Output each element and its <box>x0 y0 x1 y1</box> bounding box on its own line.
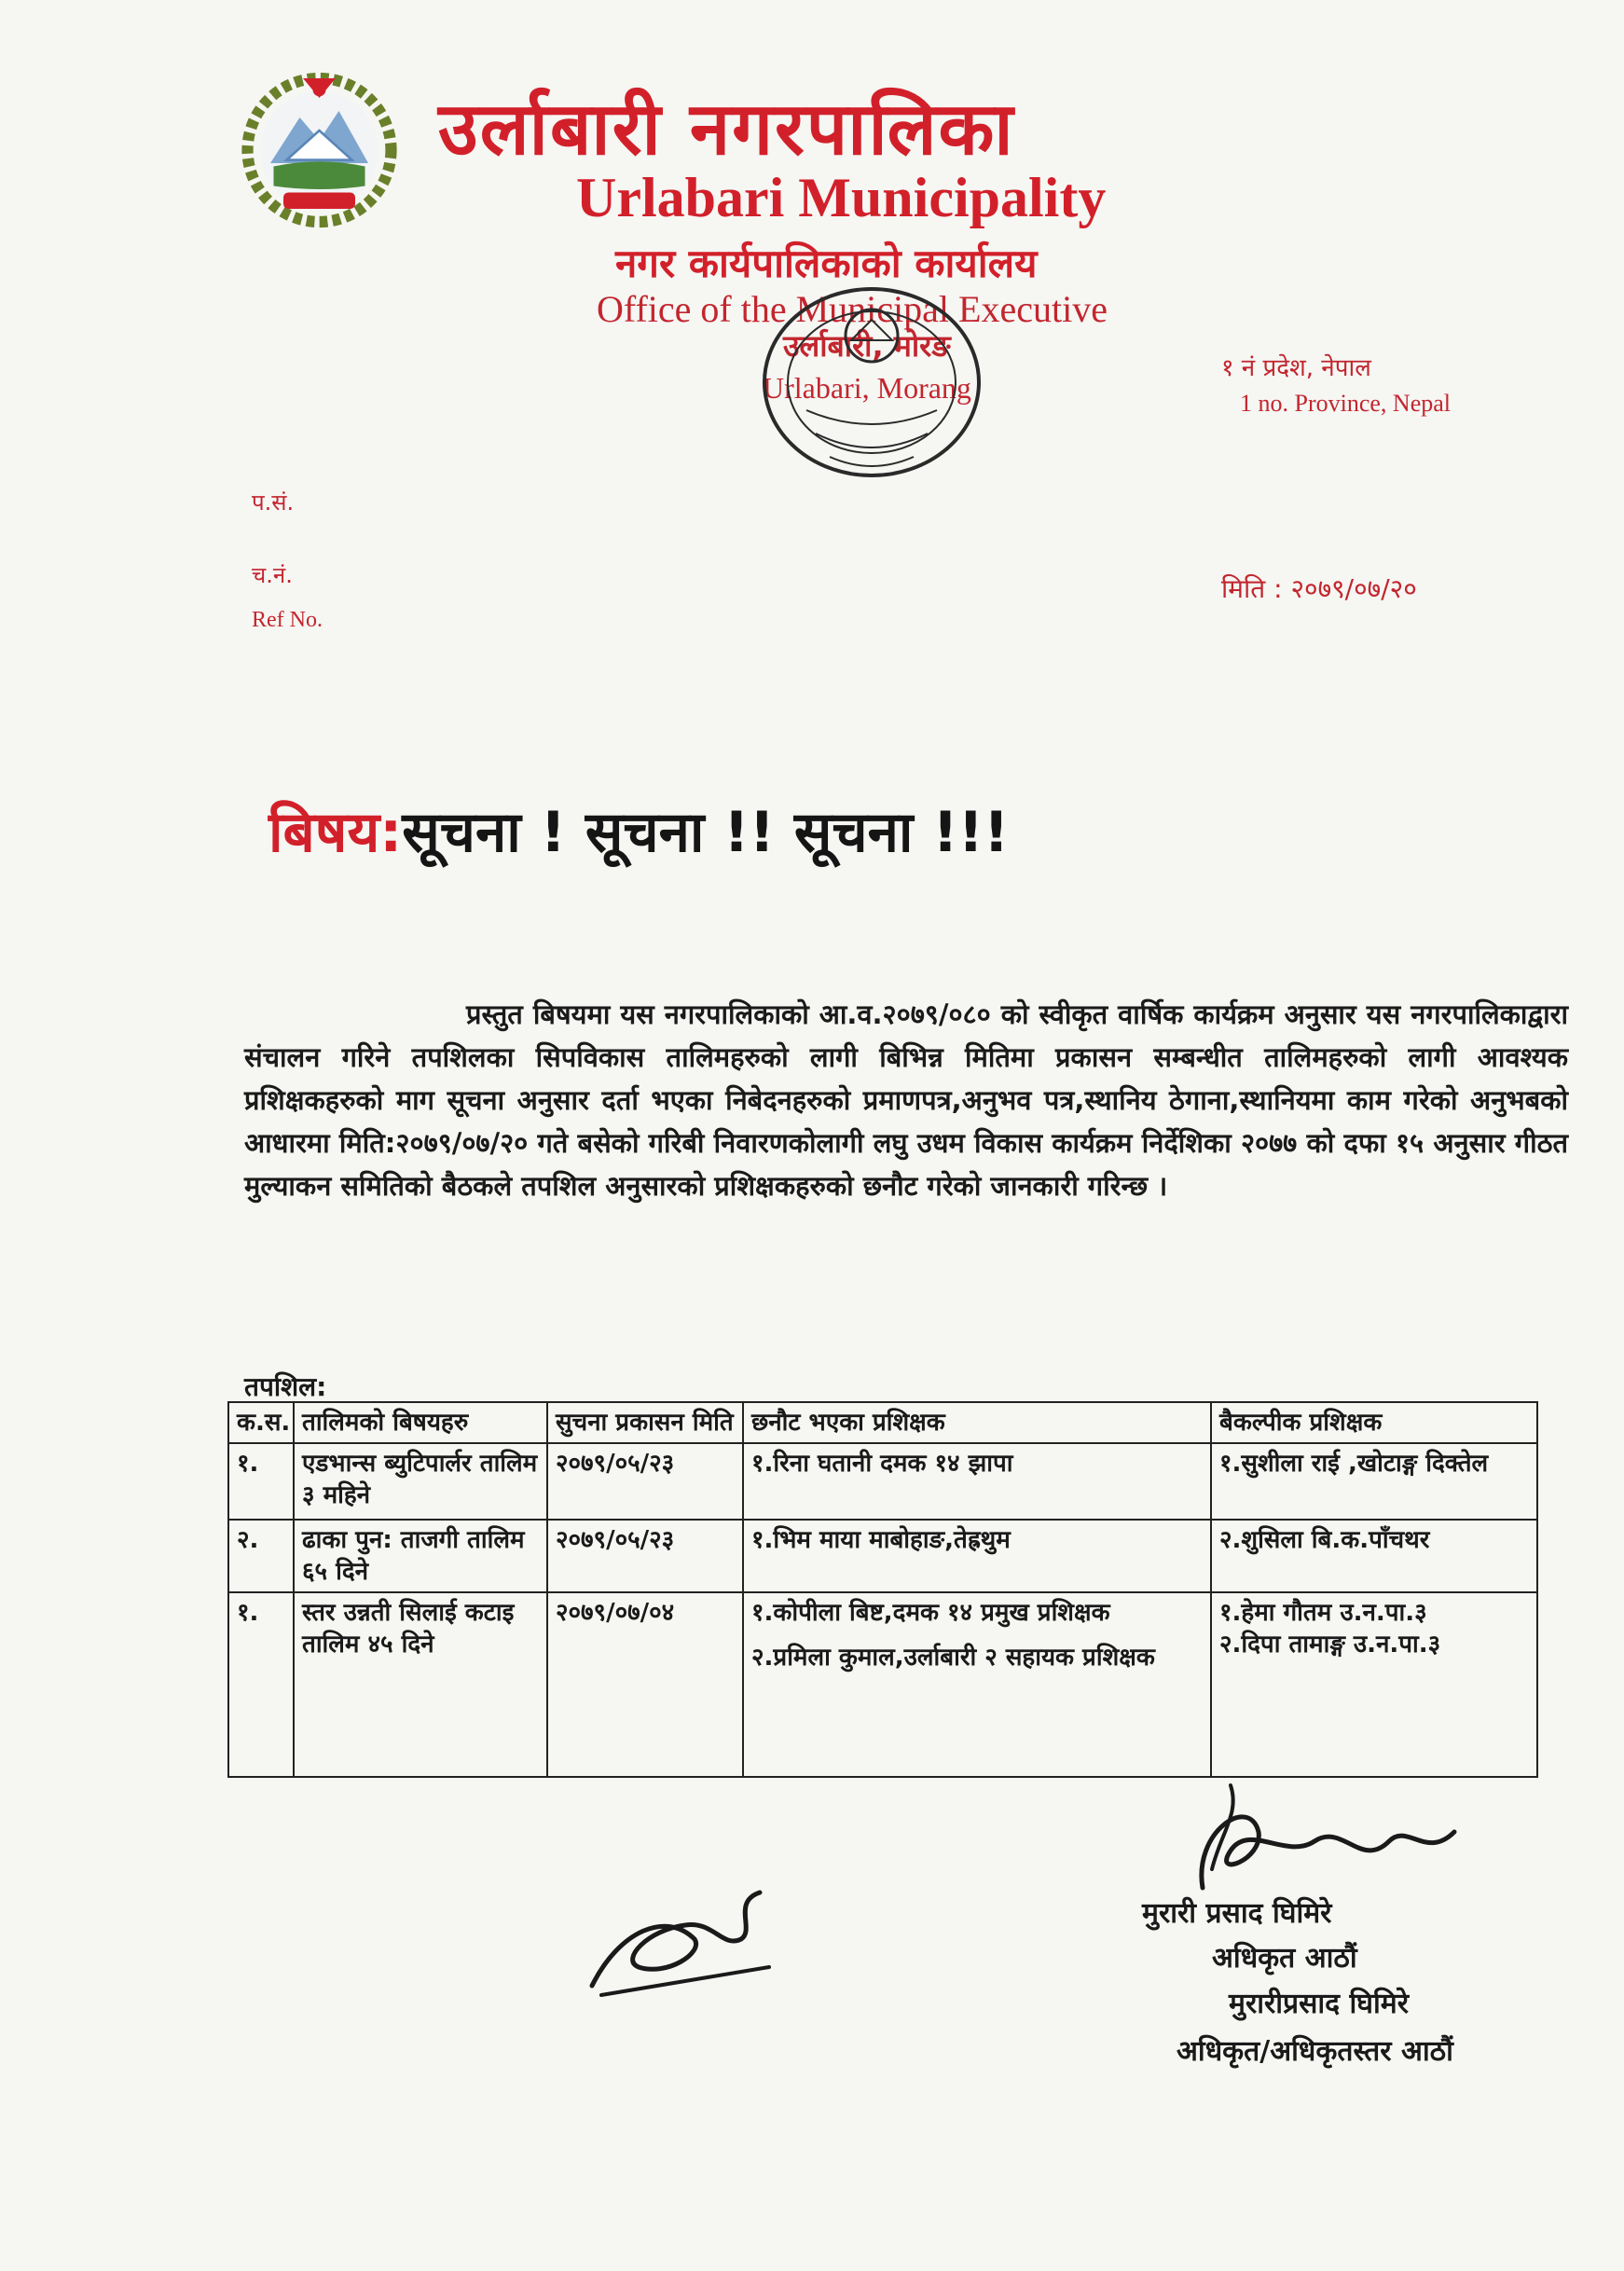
province-en: 1 no. Province, Nepal <box>1240 390 1452 417</box>
cell-selected <box>743 1592 1211 1777</box>
cell-sn: १. <box>228 1443 294 1520</box>
handwritten-signature-left <box>583 1874 778 2004</box>
selected-trainer: १.भिम माया माबोहाङ,तेह्रथुम <box>751 1526 1011 1554</box>
table-row <box>228 1592 1537 1777</box>
handwritten-signature-right <box>1175 1776 1473 1906</box>
subject-line <box>268 802 1009 863</box>
ref-no-label: Ref No. <box>252 608 323 632</box>
alternate-trainer: १.हेमा गौतम उ.न.पा.३ <box>1219 1599 1427 1627</box>
municipality-name-en: Urlabari Municipality <box>576 167 1107 228</box>
subject-text: सूचना ! सूचना !! सूचना !!! <box>402 800 1010 865</box>
cn-label: च.नं. <box>252 562 293 588</box>
cell-date: २०७९/०७/०४ <box>547 1592 743 1777</box>
alternate-trainer: २.दिपा तामाङ्ग उ.न.पा.३ <box>1219 1631 1441 1659</box>
table-row <box>228 1443 1537 1520</box>
cell-selected <box>743 1443 1211 1520</box>
selected-trainer: १.कोपीला बिष्ट,दमक १४ प्रमुख प्रशिक्षक <box>751 1599 1110 1627</box>
header-subject: तालिमको बिषयहरु <box>294 1402 547 1443</box>
body-paragraph: प्रस्तुत बिषयमा यस नगरपालिकाको आ.व.२०७९/०८० को स्वीकृत वार्षिक कार्यक्रम अनुसार यस नगरपालिकाद्वारा संचालन गरिने तपशिलका सिपविकास तालिमहरुको लागी बिभिन्न मितिमा प्रकासन सम्बन्धीत तालिमहरुको लागी आवश्यक प्रशिक्षकहरुको माग सूचना अनुसार दर्ता भएका निबेदनहरुको प्रमाणपत्र,अनुभव पत्र,स्थानिय ठेगाना,स्थानियमा काम गरेको अनुभबको आधारमा मिति:२०७९/०७/२० गते बसेको गरिबी निवारणकोलागी लघु उधम विकास कार्यक्रम निर्देशिका २०७७ को दफा १५ अनुसार गीठत मुल्याकन समितिको बैठकले तपशिल अनुसारको प्रशिक्षकहरुको छनौट गरेको जानकारी गरिन्छ । <box>244 998 1568 1202</box>
office-stamp <box>741 284 993 499</box>
nepal-emblem-icon <box>238 65 401 228</box>
signatory-title: अधिकृत/अधिकृतस्तर आठौं <box>1177 2035 1453 2068</box>
province-np: १ नं प्रदेश, नेपाल <box>1221 354 1371 382</box>
cell-date: २०७९/०५/२३ <box>547 1520 743 1592</box>
cell-subject: स्तर उन्नती सिलाई कटाइ तालिम ४५ दिने <box>294 1592 547 1777</box>
cell-sn: १. <box>228 1592 294 1777</box>
header-alternate: बैकल्पीक प्रशिक्षक <box>1211 1402 1537 1443</box>
signatory-name: मुरारीप्रसाद घिमिरे <box>1229 1988 1409 2020</box>
table-caption: तपशिल: <box>244 1371 327 1402</box>
cell-alternate <box>1211 1520 1537 1592</box>
letter-date: मिति : २०७९/०७/२० <box>1221 573 1417 604</box>
cell-subject: ढाका पुन: ताजगी तालिम ६५ दिने <box>294 1520 547 1592</box>
cell-alternate <box>1211 1443 1537 1520</box>
table-row <box>228 1520 1537 1592</box>
signatory-handwritten-name: मुरारी प्रसाद घिमिरे <box>1142 1897 1332 1930</box>
cell-alternate <box>1211 1592 1537 1777</box>
cell-sn: २. <box>228 1520 294 1592</box>
office-name-en: Office of the Municipal Executive <box>597 288 1108 330</box>
cell-date: २०७९/०५/२३ <box>547 1443 743 1520</box>
alternate-trainer: २.शुसिला बि.क.पाँचथर <box>1219 1526 1430 1554</box>
subject-label: बिषय: <box>268 800 403 865</box>
selected-trainer: २.प्रमिला कुमाल,उर्लाबारी २ सहायक प्रशिक्षक <box>751 1644 1155 1672</box>
municipality-name-np: उर्लाबारी नगरपालिका <box>438 88 1015 172</box>
town-np: उर्लाबारी, मोरङ <box>783 328 951 364</box>
town-en: Urlabari, Morang <box>763 371 971 405</box>
table-header-row <box>228 1402 1537 1443</box>
cell-selected <box>743 1520 1211 1592</box>
trainer-selection-table <box>227 1401 1538 1778</box>
header-sn: क.स. <box>228 1402 294 1443</box>
header-notice-date: सुचना प्रकासन मिति <box>547 1402 743 1443</box>
selected-trainer: १.रिना घतानी दमक १४ झापा <box>751 1450 1013 1478</box>
signatory-handwritten-title: अधिकृत आठौं <box>1212 1942 1357 1975</box>
alternate-trainer: १.सुशीला राई ,खोटाङ्ग दिक्तेल <box>1219 1450 1489 1478</box>
office-name-np: नगर कार्यपालिकाको कार्यालय <box>615 241 1038 286</box>
ps-label: प.सं. <box>252 489 295 516</box>
header-selected: छनौट भएका प्रशिक्षक <box>743 1402 1211 1443</box>
cell-subject: एडभान्स ब्युटिपार्लर तालिम ३ महिने <box>294 1443 547 1520</box>
